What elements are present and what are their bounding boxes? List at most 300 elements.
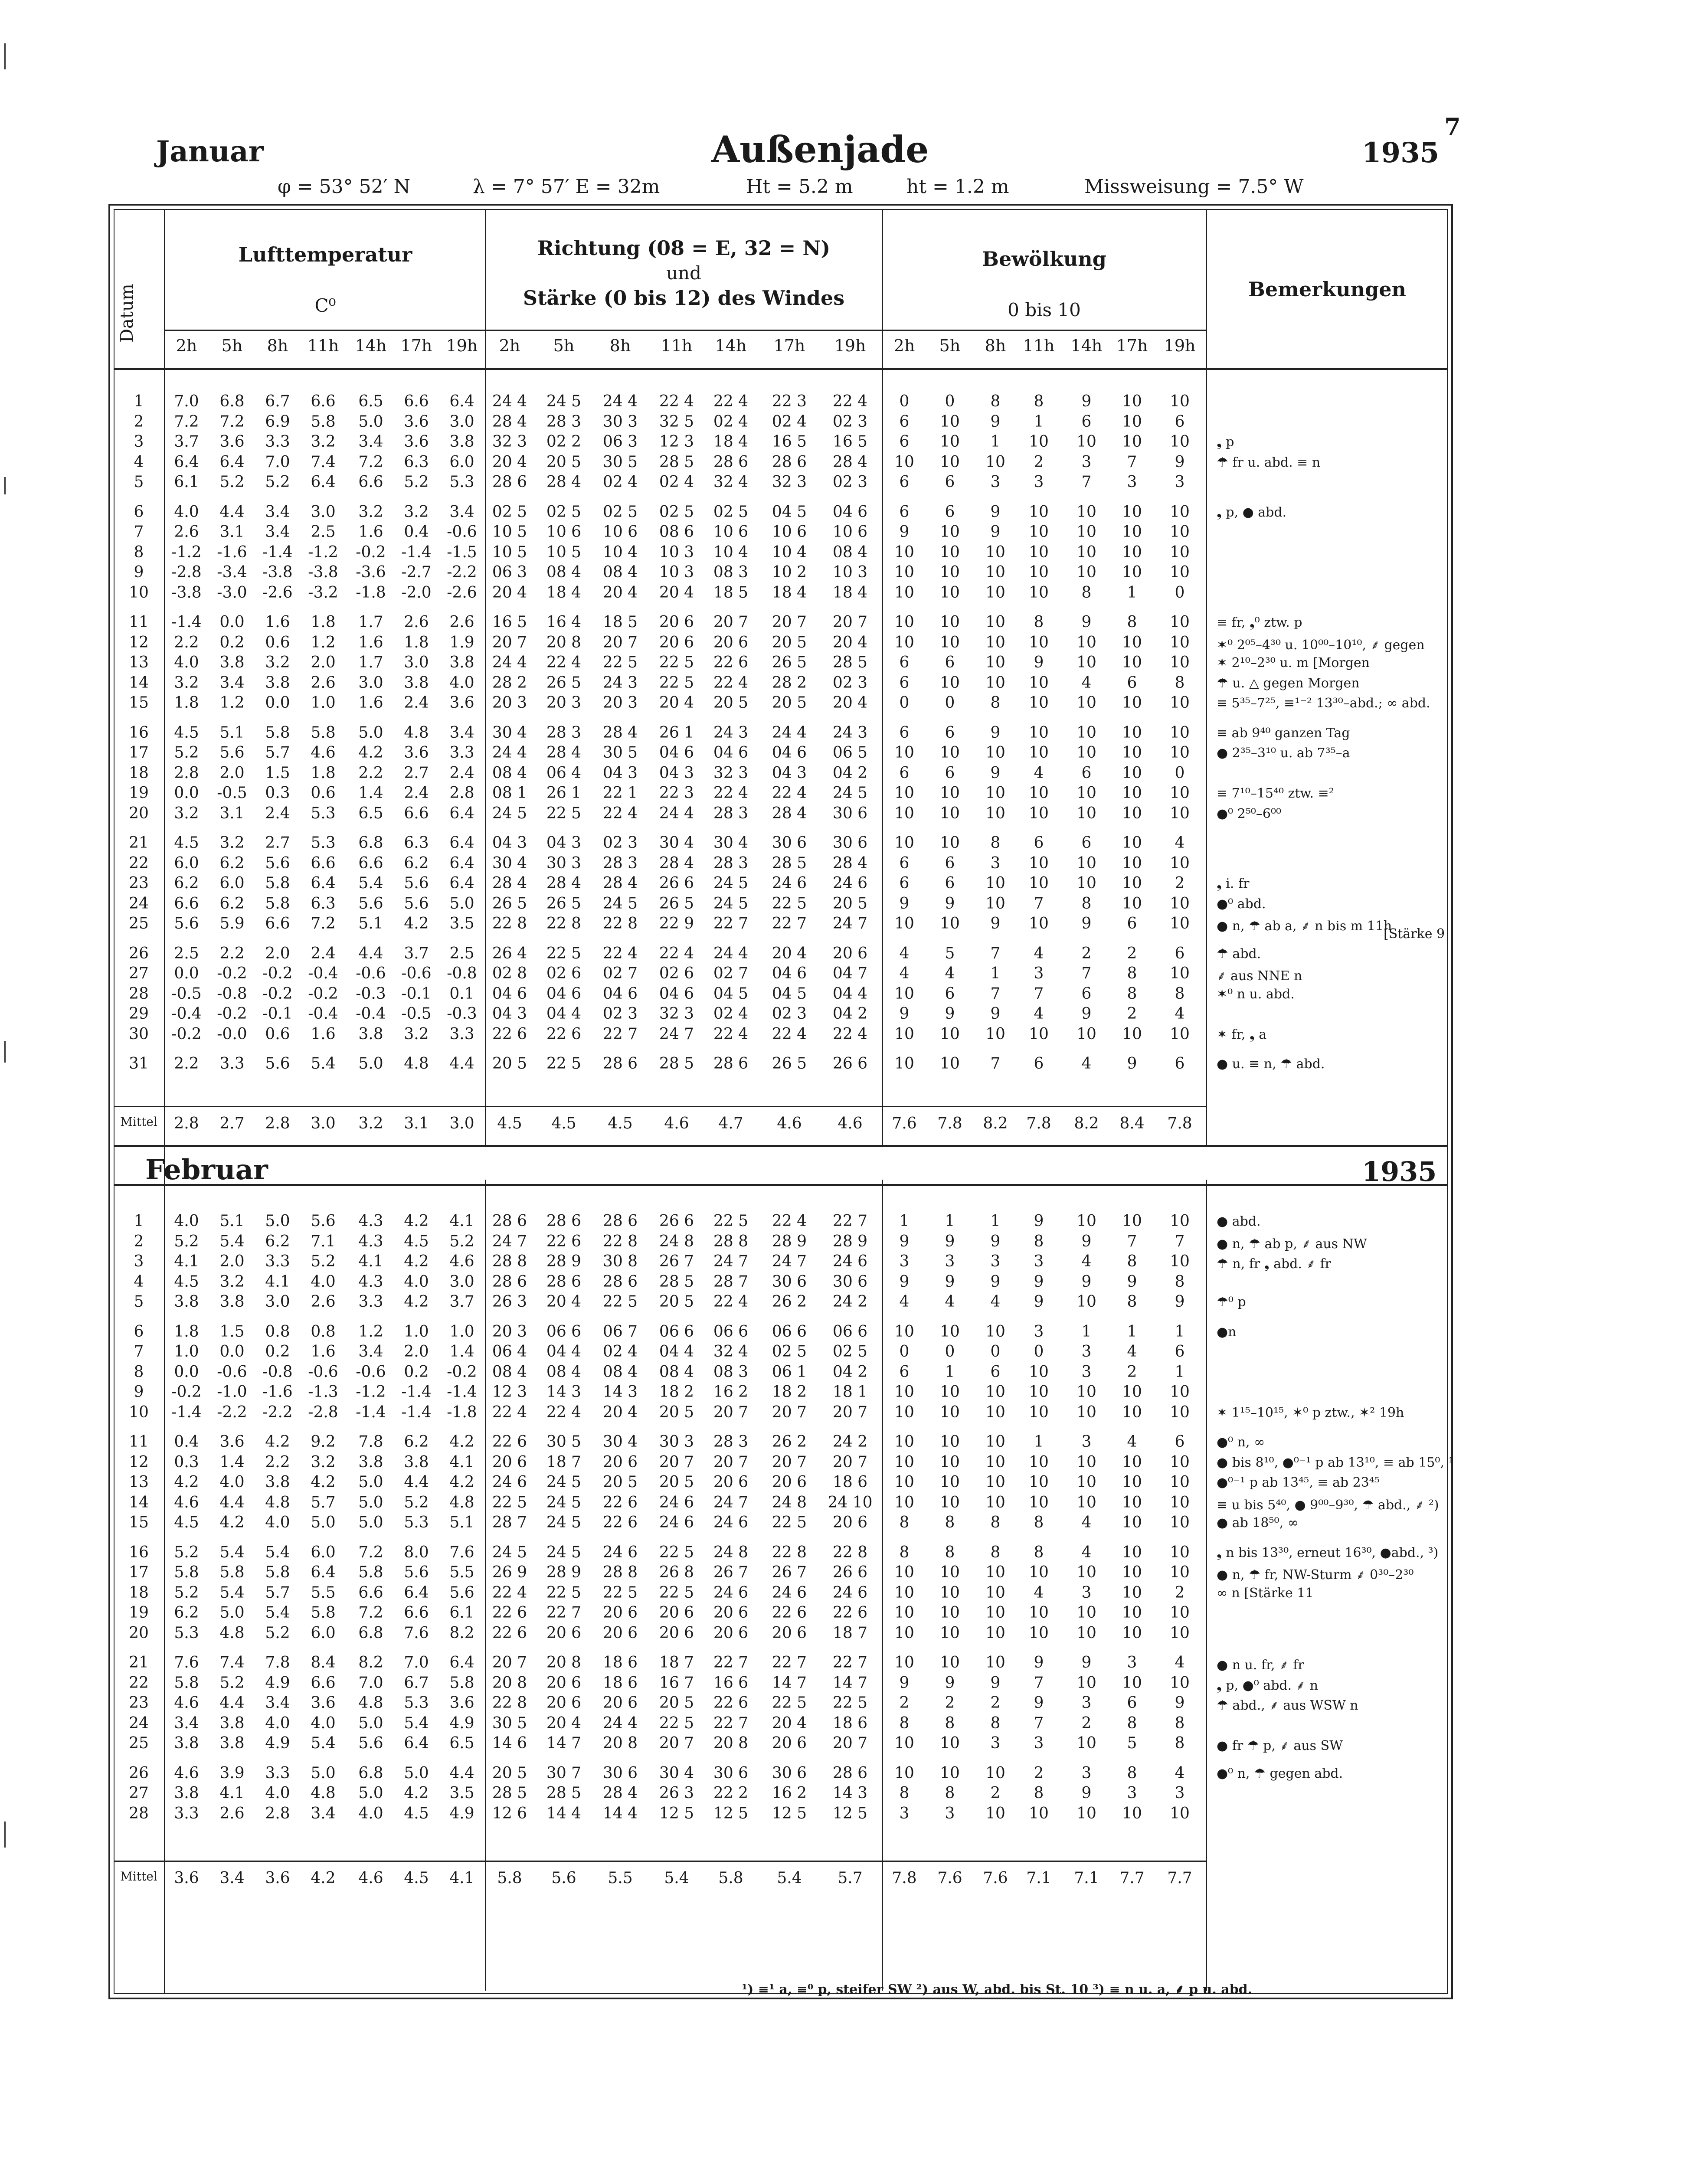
value-cell: 6.1 xyxy=(174,473,199,491)
value-cell: 04 6 xyxy=(546,984,582,1003)
value-cell: 24 5 xyxy=(492,804,527,822)
value-cell: 9 xyxy=(1034,1293,1044,1311)
value-cell: 10 xyxy=(940,453,960,471)
value-cell: 10 xyxy=(1076,744,1096,762)
value-cell: 10 xyxy=(1170,804,1190,822)
value-cell: 5.2 xyxy=(311,1253,336,1270)
value-cell: 20 8 xyxy=(602,1734,638,1752)
value-cell: 06 3 xyxy=(492,563,527,581)
value-cell: 5.1 xyxy=(449,1514,474,1531)
value-cell: 08 4 xyxy=(602,1363,638,1381)
value-cell: 4.4 xyxy=(404,1473,429,1491)
value-cell: 12 5 xyxy=(659,1804,694,1822)
value-cell: 10 xyxy=(1122,1543,1142,1561)
value-cell: 10 xyxy=(1170,1624,1190,1642)
mittel-value: 7.1 xyxy=(1026,1869,1051,1887)
value-cell: 6.6 xyxy=(311,854,336,872)
value-cell: -1.8 xyxy=(447,1403,477,1421)
header-rule-bottom xyxy=(114,368,1448,370)
value-cell: 1.6 xyxy=(358,633,383,651)
hour-header-2h: 2h xyxy=(176,336,197,355)
value-cell: 20 6 xyxy=(602,1604,638,1622)
value-cell: 6.6 xyxy=(311,392,336,410)
value-cell: 8.0 xyxy=(404,1543,429,1561)
value-cell: 0 xyxy=(945,392,955,410)
value-cell: 10 xyxy=(985,1493,1005,1511)
value-cell: 8 xyxy=(1034,1514,1044,1531)
value-cell: 9 xyxy=(1034,654,1044,671)
day-cell: 25 xyxy=(129,915,149,932)
value-cell: 10 xyxy=(1029,1383,1049,1401)
value-cell: 6.4 xyxy=(449,804,474,822)
value-cell: -2.2 xyxy=(262,1403,293,1421)
remark-text: ☂⁰ p xyxy=(1217,1295,1246,1310)
value-cell: 28 4 xyxy=(832,453,868,471)
day-cell: 6 xyxy=(134,1322,144,1341)
value-cell: 9 xyxy=(990,1232,1001,1250)
value-cell: 24 6 xyxy=(492,1473,527,1491)
value-cell: 10 6 xyxy=(832,523,868,541)
remark-text: ❟ i. fr xyxy=(1217,876,1250,891)
value-cell: 10 xyxy=(940,1493,960,1511)
value-cell: 9 xyxy=(1175,1694,1185,1712)
value-cell: 4 xyxy=(1175,1005,1185,1023)
value-cell: 3.1 xyxy=(219,804,245,822)
value-cell: 3.3 xyxy=(449,744,474,762)
value-cell: 7.8 xyxy=(358,1433,383,1451)
value-cell: 8.4 xyxy=(311,1654,336,1671)
value-cell: 10 xyxy=(1122,563,1142,581)
value-cell: 30 3 xyxy=(659,1433,694,1451)
value-cell: 28 4 xyxy=(546,473,582,491)
value-cell: 9 xyxy=(1034,1272,1044,1291)
value-cell: 10 xyxy=(1170,894,1190,912)
value-cell: 10 xyxy=(894,1322,914,1341)
value-cell: 6.6 xyxy=(404,392,429,410)
value-cell: 28 6 xyxy=(602,1212,638,1230)
mittel-value: 4.7 xyxy=(718,1115,743,1132)
value-cell: 28 6 xyxy=(546,1272,582,1291)
value-cell: 5.2 xyxy=(265,473,290,491)
value-cell: 0.6 xyxy=(311,784,336,802)
value-cell: 22 4 xyxy=(713,784,749,802)
mittel-value: 7.6 xyxy=(983,1869,1008,1887)
value-cell: 30 5 xyxy=(546,1433,582,1451)
value-cell: 04 3 xyxy=(602,764,638,782)
value-cell: 5.7 xyxy=(265,744,290,762)
value-cell: 24 5 xyxy=(546,1514,582,1531)
value-cell: 4.3 xyxy=(358,1272,383,1291)
value-cell: 7 xyxy=(1034,984,1044,1003)
value-cell: 10 xyxy=(1076,1403,1096,1421)
value-cell: 4.5 xyxy=(404,1804,429,1822)
value-cell: 10 xyxy=(1170,694,1190,712)
day-cell: 28 xyxy=(129,1804,149,1822)
value-cell: 06 6 xyxy=(659,1322,694,1341)
value-cell: 30 6 xyxy=(832,804,868,822)
mittel-value: 3.2 xyxy=(358,1115,383,1132)
value-cell: -3.6 xyxy=(356,563,386,581)
day-cell: 4 xyxy=(134,1272,144,1291)
value-cell: 4 xyxy=(1127,1343,1137,1360)
value-cell: 0.6 xyxy=(265,1025,290,1043)
value-cell: 10 xyxy=(940,804,960,822)
value-cell: 16 6 xyxy=(713,1674,749,1692)
value-cell: 10 xyxy=(1076,804,1096,822)
value-cell: 3.3 xyxy=(358,1293,383,1311)
value-cell: 20 4 xyxy=(832,694,868,712)
value-cell: 0 xyxy=(1175,583,1185,602)
day-cell: 12 xyxy=(129,1453,149,1471)
value-cell: 08 6 xyxy=(659,523,694,541)
value-cell: 8 xyxy=(1127,965,1137,982)
value-cell: 6 xyxy=(945,473,955,491)
value-cell: 28 9 xyxy=(546,1253,582,1270)
value-cell: 10 xyxy=(985,543,1005,561)
value-cell: 5.9 xyxy=(219,915,245,932)
value-cell: 5.8 xyxy=(174,1674,199,1692)
value-cell: 2.2 xyxy=(358,764,383,782)
remark-text: ≡ 7¹⁰–15⁴⁰ ztw. ≡² xyxy=(1217,786,1334,801)
value-cell: 1.8 xyxy=(311,764,336,782)
value-cell: 5 xyxy=(1127,1734,1137,1752)
value-cell: 0.2 xyxy=(404,1363,429,1381)
value-cell: 4 xyxy=(899,944,910,962)
remark-text: ≡ u bis 5⁴⁰, ● 9⁰⁰–9³⁰, ☂ abd., ⸙ ²) xyxy=(1217,1497,1439,1513)
value-cell: 22 5 xyxy=(546,1055,582,1073)
value-cell: 3.0 xyxy=(265,1293,290,1311)
value-cell: -0.2 xyxy=(217,1005,247,1023)
value-cell: 3.6 xyxy=(449,694,474,712)
mittel-value: 5.6 xyxy=(551,1869,576,1887)
value-cell: 10 xyxy=(1029,543,1049,561)
mittel-value: 4.1 xyxy=(449,1869,474,1887)
value-cell: 20 6 xyxy=(713,633,749,651)
value-cell: -1.6 xyxy=(217,543,247,561)
value-cell: 4 xyxy=(990,1293,1001,1311)
value-cell: 2 xyxy=(1127,944,1137,962)
value-cell: 6.6 xyxy=(358,1583,383,1602)
value-cell: 02 5 xyxy=(772,1343,807,1360)
value-cell: 6.2 xyxy=(219,854,245,872)
value-cell: 28 6 xyxy=(546,1212,582,1230)
value-cell: 9 xyxy=(1081,1232,1092,1250)
value-cell: 8 xyxy=(990,1543,1001,1561)
value-cell: -0.2 xyxy=(356,543,386,561)
value-cell: 0.4 xyxy=(174,1433,199,1451)
value-cell: 5.0 xyxy=(265,1212,290,1230)
value-cell: 24 4 xyxy=(492,654,527,671)
value-cell: 20 5 xyxy=(659,1473,694,1491)
value-cell: 24 6 xyxy=(832,1253,868,1270)
value-cell: 3.3 xyxy=(265,1764,290,1782)
value-cell: 10 xyxy=(1122,1453,1142,1471)
value-cell: -0.5 xyxy=(401,1005,432,1023)
value-cell: 5.3 xyxy=(174,1624,199,1642)
value-cell: 10 xyxy=(1170,784,1190,802)
remark-text: ❟ p xyxy=(1217,435,1234,450)
value-cell: 3.3 xyxy=(174,1804,199,1822)
value-cell: 4.0 xyxy=(311,1714,336,1732)
value-cell: 02 3 xyxy=(832,473,868,491)
value-cell: 6.4 xyxy=(449,1654,474,1671)
value-cell: 4.5 xyxy=(404,1232,429,1250)
value-cell: 6.6 xyxy=(311,1674,336,1692)
value-cell: 1.8 xyxy=(311,613,336,631)
day-cell: 9 xyxy=(134,563,144,581)
value-cell: 10 xyxy=(1170,1253,1190,1270)
value-cell: 0.0 xyxy=(219,1343,245,1360)
value-cell: 3.6 xyxy=(449,1694,474,1712)
day-cell: 19 xyxy=(129,1604,149,1622)
value-cell: 20 3 xyxy=(492,694,527,712)
value-cell: 20 7 xyxy=(492,1654,527,1671)
value-cell: 6.4 xyxy=(404,1583,429,1602)
mittel-value: 5.5 xyxy=(608,1869,633,1887)
value-cell: 6.5 xyxy=(358,392,383,410)
value-cell: 10 xyxy=(1122,694,1142,712)
value-cell: 28 4 xyxy=(602,874,638,892)
value-cell: 4.1 xyxy=(265,1272,290,1291)
value-cell: 10 xyxy=(1076,784,1096,802)
value-cell: 30 4 xyxy=(602,1433,638,1451)
remark-text: ● n, ☂ fr, NW-Sturm ⸙ 0³⁰–2³⁰ xyxy=(1217,1567,1414,1583)
value-cell: 26 2 xyxy=(772,1433,807,1451)
value-cell: 4.1 xyxy=(449,1453,474,1471)
value-cell: 06 6 xyxy=(546,1322,582,1341)
value-cell: 18 6 xyxy=(602,1654,638,1671)
value-cell: 20 7 xyxy=(602,633,638,651)
value-cell: -0.8 xyxy=(262,1363,293,1381)
value-cell: 0 xyxy=(990,1343,1001,1360)
value-cell: 10 xyxy=(1170,965,1190,982)
value-cell: 3.4 xyxy=(311,1804,336,1822)
value-cell: 5.5 xyxy=(449,1563,474,1581)
value-cell: 10 xyxy=(1076,633,1096,651)
value-cell: 5.0 xyxy=(358,1473,383,1491)
value-cell: 3 xyxy=(1034,1322,1044,1341)
value-cell: 1 xyxy=(1175,1322,1185,1341)
jan-end-rule xyxy=(114,1145,1448,1147)
value-cell: 22 9 xyxy=(659,915,694,932)
value-cell: 26 5 xyxy=(659,894,694,912)
day-cell: 7 xyxy=(134,1343,144,1360)
remark-text: ⸙ aus NNE n xyxy=(1217,968,1302,984)
mittel-label: Mittel xyxy=(120,1115,157,1129)
value-cell: 10 xyxy=(894,453,914,471)
value-cell: 24 4 xyxy=(602,1714,638,1732)
value-cell: 10 xyxy=(1170,633,1190,651)
value-cell: 06 6 xyxy=(832,1322,868,1341)
value-cell: 3.8 xyxy=(219,1714,245,1732)
value-cell: 28 3 xyxy=(546,723,582,742)
day-cell: 24 xyxy=(129,1714,149,1732)
value-cell: 3.2 xyxy=(174,804,199,822)
value-cell: 10 xyxy=(1029,674,1049,692)
value-cell: 10 xyxy=(1122,1563,1142,1581)
value-cell: 10 xyxy=(894,1493,914,1511)
value-cell: 10 xyxy=(1122,744,1142,762)
value-cell: 20 7 xyxy=(659,1453,694,1471)
remarks-header: Bemerkungen xyxy=(1248,278,1406,301)
value-cell: 20 7 xyxy=(713,613,749,631)
value-cell: 0 xyxy=(1175,764,1185,782)
hour-header-8h: 8h xyxy=(267,336,288,355)
value-cell: 10 xyxy=(1170,654,1190,671)
value-cell: 6.0 xyxy=(174,854,199,872)
value-cell: 10 xyxy=(894,543,914,561)
mittel-value: 7.7 xyxy=(1119,1869,1145,1887)
mittel-value: 5.8 xyxy=(718,1869,743,1887)
day-cell: 5 xyxy=(134,473,144,491)
value-cell: 8 xyxy=(1034,392,1044,410)
value-cell: 0 xyxy=(945,1343,955,1360)
value-cell: 04 6 xyxy=(659,744,694,762)
value-cell: 3.8 xyxy=(358,1453,383,1471)
value-cell: 4.3 xyxy=(358,1232,383,1250)
value-cell: 8 xyxy=(1081,583,1092,602)
value-cell: 3 xyxy=(945,1804,955,1822)
value-cell: 10 5 xyxy=(546,543,582,561)
mittel-value: 5.4 xyxy=(777,1869,802,1887)
value-cell: 22 5 xyxy=(546,1583,582,1602)
value-cell: 5.8 xyxy=(358,1563,383,1581)
value-cell: 5.4 xyxy=(358,874,383,892)
value-cell: 22 6 xyxy=(492,1624,527,1642)
value-cell: 5.0 xyxy=(311,1764,336,1782)
value-cell: 20 7 xyxy=(772,1453,807,1471)
value-cell: 04 3 xyxy=(546,834,582,852)
mittel-value: 4.6 xyxy=(777,1115,802,1132)
value-cell: 30 6 xyxy=(772,834,807,852)
value-cell: 2 xyxy=(1127,1005,1137,1023)
value-cell: 22 7 xyxy=(713,915,749,932)
value-cell: 10 xyxy=(1029,1025,1049,1043)
value-cell: 22 7 xyxy=(602,1025,638,1043)
mittel-value: 4.5 xyxy=(551,1115,576,1132)
value-cell: 7.6 xyxy=(449,1543,474,1561)
value-cell: 6 xyxy=(945,764,955,782)
value-cell: 22 7 xyxy=(832,1212,868,1230)
value-cell: 20 4 xyxy=(492,583,527,602)
value-cell: 1.0 xyxy=(174,1343,199,1360)
value-cell: 3.8 xyxy=(449,433,474,451)
day-cell: 27 xyxy=(129,965,149,982)
mittel-value: 7.8 xyxy=(1026,1115,1051,1132)
value-cell: -0.2 xyxy=(171,1383,202,1401)
value-cell: 0 xyxy=(899,392,910,410)
value-cell: 24 5 xyxy=(546,392,582,410)
remark-text: ● ab 18⁵⁰, ∞ xyxy=(1217,1515,1299,1531)
remark-text: ✶ fr, ❟ a xyxy=(1217,1027,1267,1042)
value-cell: -1.4 xyxy=(262,543,293,561)
value-cell: -2.0 xyxy=(401,583,432,602)
value-cell: 5 xyxy=(945,944,955,962)
value-cell: -1.5 xyxy=(447,543,477,561)
value-cell: 9 xyxy=(990,764,1001,782)
value-cell: 28 5 xyxy=(546,1784,582,1802)
value-cell: 3.8 xyxy=(219,1293,245,1311)
value-cell: 10 xyxy=(940,583,960,602)
margin-mark xyxy=(4,477,6,494)
day-cell: 26 xyxy=(129,1764,149,1782)
value-cell: 02 3 xyxy=(832,412,868,431)
value-cell: 5.4 xyxy=(219,1232,245,1250)
value-cell: 3.0 xyxy=(449,412,474,431)
value-cell: 6 xyxy=(899,503,910,521)
value-cell: 8 xyxy=(1127,1253,1137,1270)
value-cell: 0.2 xyxy=(219,633,245,651)
value-cell: 3.2 xyxy=(311,433,336,451)
value-cell: 6.8 xyxy=(358,834,383,852)
value-cell: 16 5 xyxy=(492,613,527,631)
value-cell: 32 5 xyxy=(659,412,694,431)
value-cell: 3.6 xyxy=(404,412,429,431)
value-cell: -1.8 xyxy=(356,583,386,602)
value-cell: 20 4 xyxy=(832,633,868,651)
value-cell: 3.3 xyxy=(449,1025,474,1043)
value-cell: 8 xyxy=(1127,984,1137,1003)
value-cell: 10 xyxy=(1170,1563,1190,1581)
value-cell: 22 4 xyxy=(546,1403,582,1421)
value-cell: 10 xyxy=(894,1764,914,1782)
value-cell: 4.5 xyxy=(174,1514,199,1531)
value-cell: 10 xyxy=(894,583,914,602)
day-cell: 4 xyxy=(134,453,144,471)
day-cell: 21 xyxy=(129,1654,149,1671)
value-cell: 30 6 xyxy=(772,1272,807,1291)
value-cell: 10 xyxy=(894,744,914,762)
day-cell: 22 xyxy=(129,1674,149,1692)
value-cell: 04 4 xyxy=(546,1005,582,1023)
hour-header-19h: 19h xyxy=(834,336,866,355)
value-cell: 1 xyxy=(1034,412,1044,431)
value-cell: 3 xyxy=(990,1253,1001,1270)
value-cell: -3.2 xyxy=(308,583,338,602)
value-cell: 10 xyxy=(940,744,960,762)
value-cell: 18 7 xyxy=(832,1624,868,1642)
value-cell: 28 6 xyxy=(602,1055,638,1073)
value-cell: 10 6 xyxy=(772,523,807,541)
value-cell: 5.3 xyxy=(449,473,474,491)
value-cell: 24 5 xyxy=(546,1493,582,1511)
value-cell: 28 9 xyxy=(772,1232,807,1250)
remark-text: ● n, ☂ ab p, ⸙ aus NW xyxy=(1217,1236,1367,1252)
value-cell: 2.2 xyxy=(174,633,199,651)
value-cell: 5.4 xyxy=(311,1734,336,1752)
day-cell: 2 xyxy=(134,1232,144,1250)
value-cell: 20 5 xyxy=(492,1055,527,1073)
value-cell: 10 xyxy=(1029,1624,1049,1642)
value-cell: 10 xyxy=(985,1804,1005,1822)
value-cell: 24 7 xyxy=(713,1253,749,1270)
value-cell: 5.2 xyxy=(219,1674,245,1692)
value-cell: 8 xyxy=(990,1514,1001,1531)
value-cell: 5.8 xyxy=(174,1563,199,1581)
value-cell: 4.5 xyxy=(174,723,199,742)
value-cell: 10 xyxy=(1076,563,1096,581)
value-cell: -0.0 xyxy=(217,1025,247,1043)
value-cell: 5.3 xyxy=(311,804,336,822)
value-cell: 3 xyxy=(1127,473,1137,491)
value-cell: 6 xyxy=(1081,412,1092,431)
value-cell: 22 4 xyxy=(832,392,868,410)
value-cell: 10 xyxy=(940,1734,960,1752)
value-cell: 30 6 xyxy=(713,1764,749,1782)
value-cell: 3 xyxy=(899,1804,910,1822)
value-cell: 6 xyxy=(899,674,910,692)
value-cell: 20 6 xyxy=(546,1624,582,1642)
